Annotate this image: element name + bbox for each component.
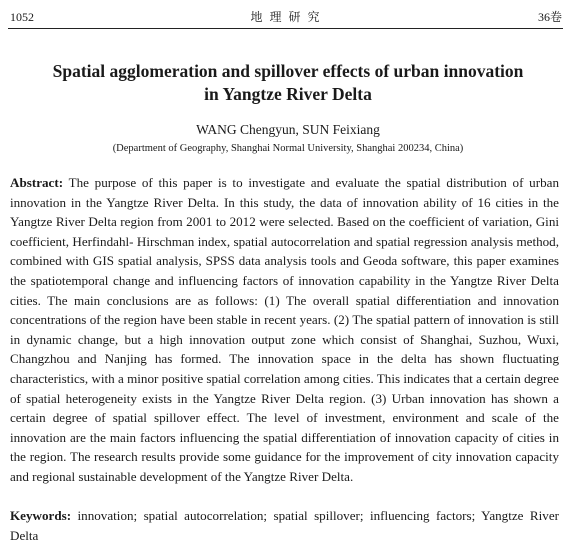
abstract-paragraph <box>10 173 559 487</box>
paper-title <box>8 60 568 106</box>
abstract-text: The purpose of this paper is to investigate and evaluate the spatial distribution of urban innovation in the Yangtze River Delta. In this study, the data of innovation ability of 16 cities in the Yangtze River Delta region from 2001 to 2012 were selected. Based on the coefficient of variation, Gini coefficient, Herfindahl- Hirschman index, spatial autocorrelation and spatial regression analysis method, combined with GIS spatial analysis, SPSS data analysis tools and Geoda software, this paper examines the spatiotemporal change and influencing factors of innovation capability in the Yangtze River Delta cities. The main conclusions are as follows: (1) The overall spatial differentiation and innovation concentrations of the region have been stable in recent years. (2) The spatial pattern of innovation is still in dynamic change, but a high innovation output zone which consist of Shanghai, Suzhou, Wuxi, Changzhou and Nanjing has formed. The innovation space in the delta has shown fluctuating characteristics, with a minor positive spatial correlation among cities. This indicates that a certain degree of spatial heterogeneity exists in the Yangtze River Delta region. (3) Urban innovation has shown a certain degree of spatial spillover effect. The level of investment, environment and scale of the innovation are the main factors influencing the spatial differentiation of innovation capacity of cities in the region. The research results provide some guidance for the improvement of city innovation capacity and regional sustainable development of the Yangtze River Delta. <box>10 175 559 484</box>
journal-name: 地 理 研 究 <box>250 10 322 24</box>
keywords-text: innovation; spatial autocorrelation; spatial spillover; influencing factors; Yangtze River Delta <box>10 508 559 543</box>
running-header <box>10 8 562 26</box>
header-divider <box>8 28 563 29</box>
title-line-1: Spatial agglomeration and spillover effects of urban innovation <box>52 61 524 81</box>
volume-label: 36卷 <box>537 10 562 24</box>
keywords-paragraph <box>10 506 559 545</box>
keywords-label: Keywords: <box>10 508 72 523</box>
page-number: 1052 <box>10 10 34 24</box>
title-line-2: in Yangtze River Delta <box>204 84 372 104</box>
author-list: WANG Chengyun, SUN Feixiang <box>196 122 380 137</box>
author-affiliation: (Department of Geography, Shanghai Normal University, Shanghai 200234, China) <box>112 143 464 154</box>
abstract-label: Abstract: <box>10 175 64 190</box>
